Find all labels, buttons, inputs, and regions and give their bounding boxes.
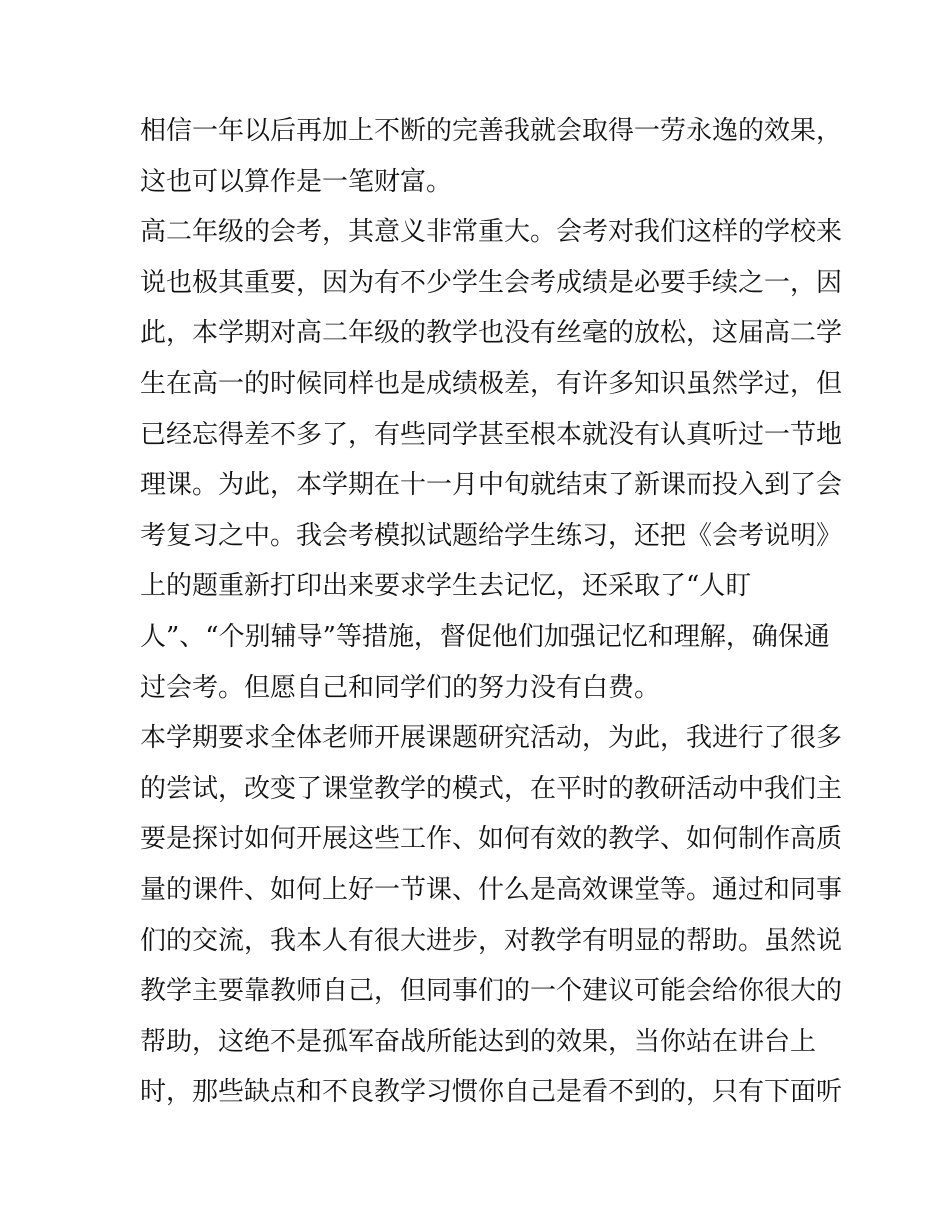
text-line: 们的交流，我本人有很大进步，对教学有明显的帮助。虽然说 (140, 925, 843, 956)
text-line: 生在高一的时候同样也是成绩极差，有许多知识虽然学过，但 (140, 368, 843, 399)
text-line: 这也可以算作是一笔财富。 (140, 166, 453, 197)
text-line: 已经忘得差不多了，有些同学甚至根本就没有认真听过一节地 (140, 419, 843, 450)
text-line: 理课。为此，本学期在十一月中旬就结束了新课而投入到了会 (140, 470, 843, 501)
text-line: 高二年级的会考，其意义非常重大。会考对我们这样的学校来 (140, 217, 843, 248)
text-line: 过会考。但愿自己和同学们的努力没有白费。 (140, 672, 661, 703)
text-line: 考复习之中。我会考模拟试题给学生练习，还把《会考说明》 (140, 520, 843, 551)
text-line: 帮助，这绝不是孤军奋战所能达到的效果，当你站在讲台上 (140, 1026, 817, 1057)
text-line: 说也极其重要，因为有不少学生会考成绩是必要手续之一，因 (140, 267, 843, 298)
document-body (140, 106, 843, 1118)
text-line: 此，本学期对高二年级的教学也没有丝毫的放松，这届高二学 (140, 318, 843, 349)
text-line: 的尝试，改变了课堂教学的模式，在平时的教研活动中我们主 (140, 773, 843, 804)
text-line: 相信一年以后再加上不断的完善我就会取得一劳永逸的效果， (140, 116, 843, 146)
text-line: 人”、“个别辅导”等措施，督促他们加强记忆和理解，确保通 (140, 621, 830, 652)
text-line: 本学期要求全体老师开展课题研究活动，为此，我进行了很多 (140, 723, 843, 754)
text-line: 量的课件、如何上好一节课、什么是高效课堂等。通过和同事 (140, 874, 843, 905)
text-line: 教学主要靠教师自己，但同事们的一个建议可能会给你很大的 (140, 976, 843, 1007)
text-line: 时，那些缺点和不良教学习惯你自己是看不到的，只有下面听 (140, 1077, 843, 1108)
text-line: 上的题重新打印出来要求学生去记忆，还采取了“人盯 (140, 571, 752, 602)
text-line: 要是探讨如何开展这些工作、如何有效的教学、如何制作高质 (140, 824, 843, 855)
